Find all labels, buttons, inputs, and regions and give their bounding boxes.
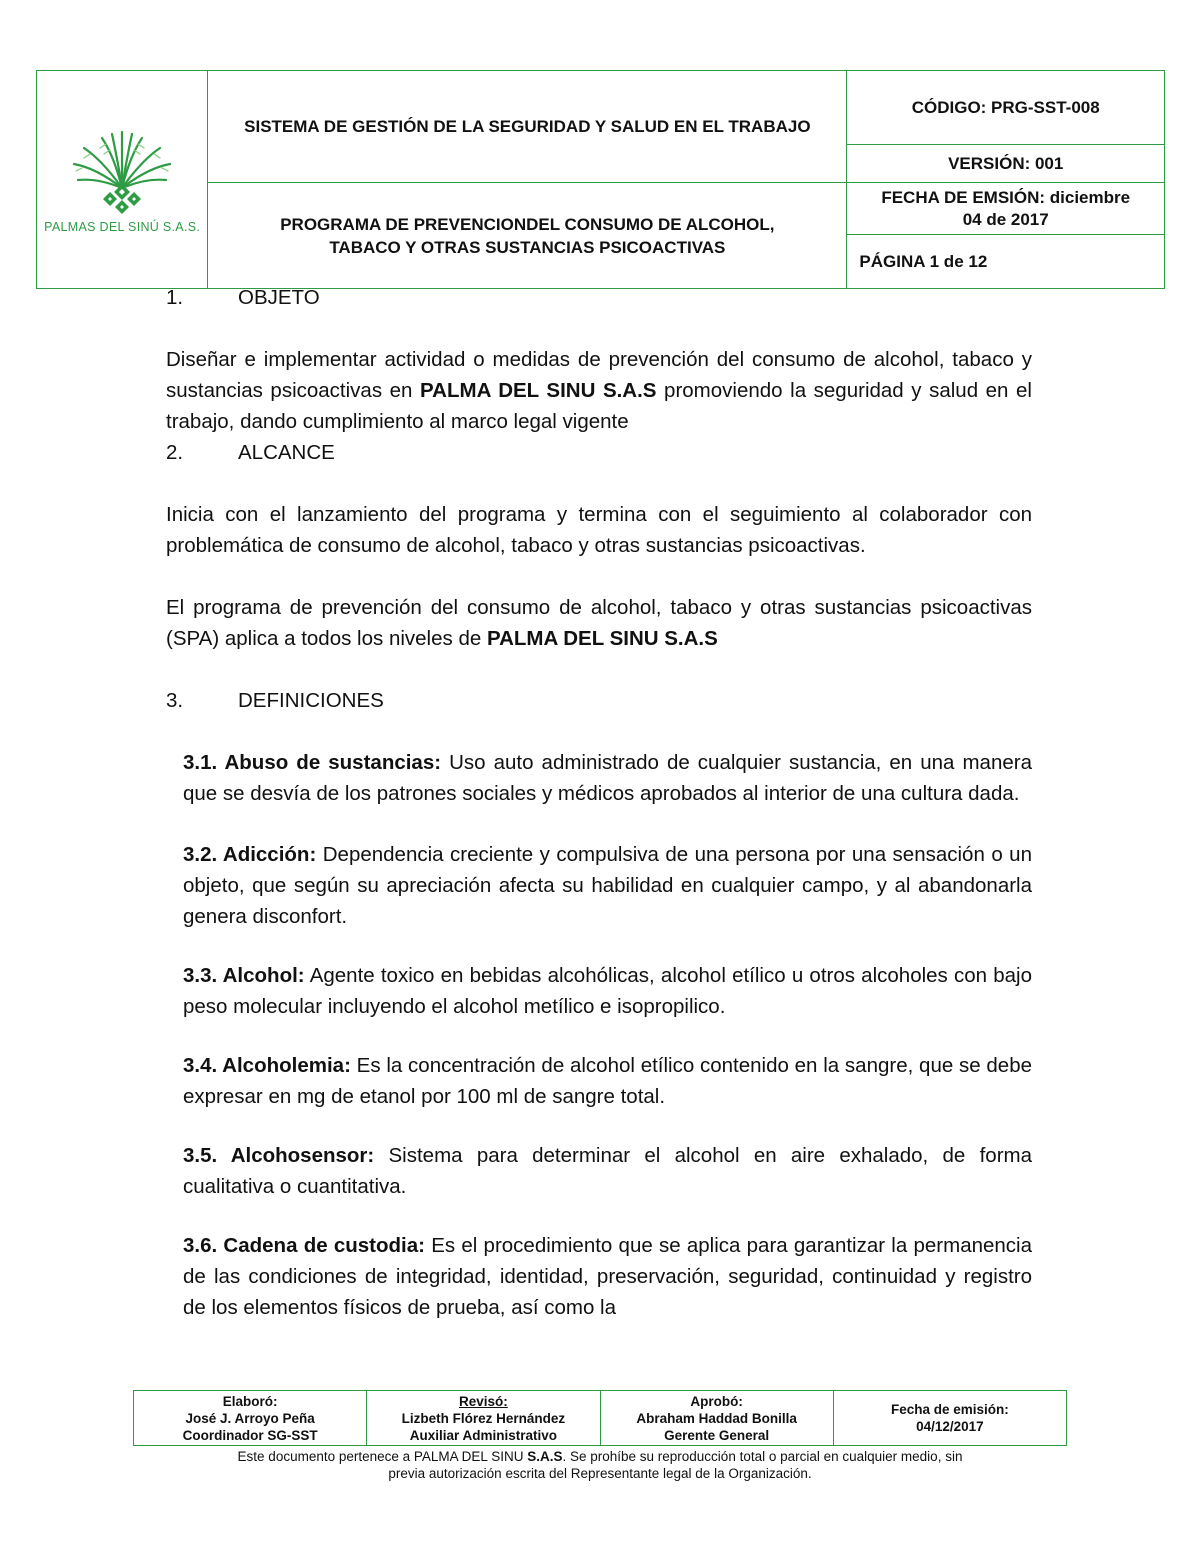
aprobo-name: Abraham Haddad Bonilla (636, 1410, 797, 1426)
reviso-name: Lizbeth Flórez Hernández (401, 1410, 566, 1426)
disclaimer-text: Este documento pertenece a PALMA DEL SINU (237, 1449, 528, 1464)
definition-item (183, 960, 1032, 1022)
logo-text: PALMAS DEL SINÚ S.A.S. (44, 219, 201, 234)
elaboro-name: José J. Arroyo Peña (185, 1410, 315, 1426)
fecha-emision-cell (833, 1391, 1066, 1446)
section-title: ALCANCE (238, 441, 335, 464)
section-heading-alcance (166, 437, 1032, 468)
aprobo-heading: Aprobó: (690, 1393, 743, 1409)
approval-footer (133, 1390, 1067, 1446)
alcance-paragraph-1: Inicia con el lanzamiento del programa y termina con el seguimiento al colaborador con problemática de consumo de alcohol, tabaco y otras sustancias psicoactivas. (166, 503, 1032, 557)
definition-item (183, 747, 1032, 809)
footer-disclaimer (133, 1448, 1067, 1482)
elaboro-cell (134, 1391, 367, 1446)
definition-item (183, 1140, 1032, 1202)
disclaimer-line1 (133, 1448, 1067, 1465)
program-title-line2: TABACO Y OTRAS SUSTANCIAS PSICOACTIVAS (329, 237, 726, 257)
palm-logo-icon (62, 126, 182, 218)
objeto-text-end: promoviendo la seguridad y salud en el trabajo, dando cumplimiento al marco legal vigente (166, 379, 1032, 433)
section-title: OBJETO (238, 286, 320, 309)
definition-text: Uso auto administrado de cualquier sustancia, en una manera que se desvía de los patrones sociales y médicos aprobados al interior de una cultura dada. (183, 751, 1032, 805)
system-title: SISTEMA DE GESTIÓN DE LA SEGURIDAD Y SALUD EN EL TRABAJO (208, 71, 847, 183)
definition-text: Es la concentración de alcohol etílico contenido en la sangre, que se debe expresar en mg de etanol por 100 ml de sangre total. (183, 1054, 1033, 1108)
definition-text: Dependencia creciente y compulsiva de una persona por una sensación o un objeto, que según su apreciación afecta su habilidad en cualquier campo, y al abandonarla genera disconfort. (183, 843, 1032, 928)
section-number: 2. (166, 441, 184, 464)
program-title-line1: PROGRAMA DE PREVENCIONDEL CONSUMO DE ALCOHOL, (280, 214, 775, 234)
page-number: PÁGINA 1 de 12 (847, 235, 1165, 289)
objeto-text: Diseñar e implementar actividad o medidas de prevención del consumo de alcohol, tabaco y sustancias psicoactivas en (166, 348, 1032, 402)
fecha-emision-value: 04/12/2017 (916, 1419, 984, 1434)
document-version: VERSIÓN: 001 (847, 145, 1165, 183)
definition-item (183, 1230, 1032, 1323)
reviso-heading: Revisó: (458, 1393, 508, 1409)
alcance-text: El programa de prevención del consumo de alcohol, tabaco y otras sustancias psicoactivas (SPA) aplica a todos los niveles de (166, 596, 1032, 650)
logo-cell (37, 71, 208, 289)
definition-text: Es el procedimiento que se aplica para garantizar la permanencia de las condiciones de integridad, identidad, preservación, seguridad, continuidad y registro de los elementos físicos de prueba, así como la (183, 1234, 1032, 1319)
elaboro-role: Coordinador SG-SST (182, 1427, 318, 1443)
issue-date-line2: 04 de 2017 (962, 209, 1049, 229)
disclaimer-company: S.A.S (527, 1449, 563, 1464)
reviso-role: Auxiliar Administrativo (409, 1427, 558, 1443)
company-name: PALMA DEL SINU S.A.S (420, 379, 657, 402)
definition-term: 3.3. Alcohol: (183, 964, 305, 987)
document-body (166, 282, 1032, 1323)
definition-item (183, 1050, 1032, 1112)
definition-text: Agente toxico en bebidas alcohólicas, alcohol etílico u otros alcoholes con bajo peso molecular incluyendo el alcohol metílico e isopropilico. (183, 964, 1032, 1018)
aprobo-role: Gerente General (664, 1427, 770, 1443)
issue-date (847, 183, 1165, 235)
issue-date-line1: FECHA DE EMSIÓN: diciembre (881, 187, 1131, 207)
definition-term: 3.2. Adicción: (183, 843, 317, 866)
program-title (208, 183, 847, 289)
section-number: 3. (166, 689, 184, 712)
disclaimer-line2: previa autorización escrita del Representante legal de la Organización. (388, 1466, 812, 1481)
alcance-paragraph-2 (166, 592, 1032, 654)
company-name: PALMA DEL SINU S.A.S (486, 627, 718, 650)
reviso-cell (367, 1391, 600, 1446)
aprobo-cell (600, 1391, 833, 1446)
elaboro-heading: Elaboró: (222, 1393, 278, 1409)
definition-item (183, 839, 1032, 932)
objeto-paragraph (166, 344, 1032, 437)
fecha-emision-heading: Fecha de emisión: (890, 1402, 1009, 1417)
section-heading-definiciones (166, 685, 1032, 716)
document-code: CÓDIGO: PRG-SST-008 (847, 71, 1165, 145)
section-heading-objeto (166, 282, 1032, 313)
definition-term: 3.5. Alcohosensor: (183, 1144, 375, 1167)
document-header (36, 70, 1165, 289)
disclaimer-text-end: . Se prohíbe su reproducción total o parcial en cualquier medio, sin (562, 1449, 963, 1464)
company-logo (37, 126, 207, 234)
definition-text: Sistema para determinar el alcohol en aire exhalado, de forma cualitativa o cuantitativa. (183, 1144, 1032, 1198)
definition-term: 3.1. Abuso de sustancias: (183, 751, 442, 774)
section-title: DEFINICIONES (238, 689, 384, 712)
section-number: 1. (166, 286, 184, 309)
definition-term: 3.4. Alcoholemia: (183, 1054, 351, 1077)
definition-term: 3.6. Cadena de custodia: (183, 1234, 425, 1257)
